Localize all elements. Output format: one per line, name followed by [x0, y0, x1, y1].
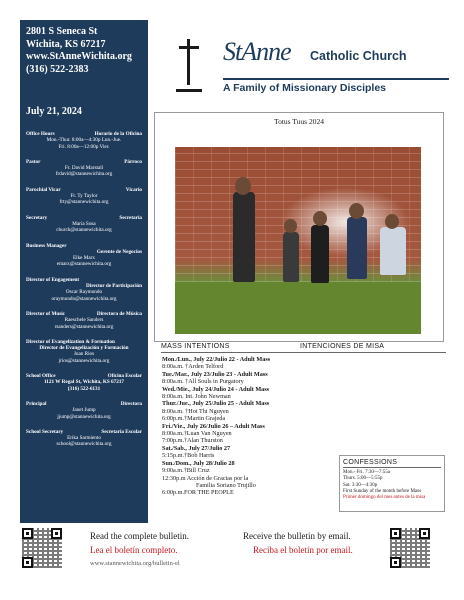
vicar-email[interactable]: frty@stannewichita.org	[59, 199, 109, 206]
principal-block: Principal Directora Janet Jump jjump@stannewichita.org	[26, 400, 142, 420]
pastor-block: Pastor Párroco Fr. David Marstall frdavid@stannewichita.org	[26, 158, 142, 178]
mass-intention-item: 9:00a.m.†Bill Cruz	[162, 467, 210, 475]
bulletin-url-link[interactable]: www.stannewichita.org/bulletin-el	[90, 560, 180, 567]
website-link[interactable]: www.StAnneWichita.org	[26, 51, 132, 62]
mass-day-heading: Mon./Lun., July 22/Julio 22 - Adult Mass	[162, 356, 271, 363]
business-manager-block: Business Manager Gerente de Negocios Elke Marx emarx@stannewichita.org	[26, 242, 142, 268]
vicar-block: Parochial Vicar Vicario Fr. Ty Taylor frty@stannewichita.org	[26, 186, 142, 206]
logo-st-anne: StAnne	[223, 37, 291, 66]
street-address: 2801 S Seneca St	[26, 26, 98, 37]
music-email[interactable]: rsanders@stannewichita.org	[54, 323, 114, 330]
evangelization-block: Director of Evangelization & Formation Director de Evangelización y Formación Juan Rios jrios@stannewichita.org	[26, 339, 142, 364]
mass-divider	[161, 352, 446, 353]
email-qr-code-icon[interactable]	[390, 528, 430, 568]
evangelization-email[interactable]: jrios@stannewichita.org	[58, 357, 110, 364]
school-secretary-email[interactable]: school@stannewichita.org	[56, 441, 112, 448]
logo-divider	[223, 78, 449, 80]
mass-intention-item: 5:15p.m.†Bob Harris	[162, 452, 215, 460]
sidebar	[20, 20, 148, 523]
pastor-email[interactable]: frdavid@stannewichita.org	[55, 171, 113, 178]
reciba-email-text: Reciba el boletín por email.	[253, 545, 353, 555]
mass-intention-item: 8:00a.m. †Hot Thi Nguyen	[162, 407, 229, 415]
tagline: A Family of Missionary Disciples	[223, 82, 386, 94]
secretary-block: Secretary Secretaria Maria Sosa church@stannewichita.org	[26, 214, 142, 234]
read-bulletin-text: Read the complete bulletin.	[90, 531, 189, 541]
intenciones-heading: INTENCIONES DE MISA	[300, 343, 385, 350]
mass-intention-item: 8:00a.m.†Luan Van Nguyen	[162, 430, 232, 438]
mass-intention-item: 8:00a.m. †All Souls in Purgatory	[162, 378, 244, 386]
feature-title: Totus Tuus 2024	[274, 117, 324, 126]
engagement-email[interactable]: oraymundo@stannewichita.org	[51, 295, 117, 302]
receive-email-text: Receive the bulletin by email.	[243, 531, 351, 541]
confessions-divider	[343, 467, 441, 468]
totus-tuus-photo	[175, 147, 421, 334]
mass-intention-item: Familia Soriano Trujillo	[196, 481, 256, 489]
mass-intention-item: 8:00a.m. †Arden Telford	[162, 363, 224, 371]
bulletin-date: July 21, 2024	[26, 106, 82, 117]
logo-catholic-church: Catholic Church	[310, 49, 407, 63]
city-state-zip: Wichita, KS 67217	[26, 38, 106, 50]
mass-intention-item: 12:30p.m Acción de Gracias por la	[162, 474, 249, 482]
bulletin-qr-code-icon[interactable]	[22, 528, 62, 568]
mass-intention-item: 6:00p.m.FOR THE PEOPLE	[162, 489, 234, 497]
confessions-schedule: Mon.- Fri. 7:30—7:55a Thurs. 5:00—5:55p Sat. 3:30—4:30p First Sunday of the month before Mass Primer domingo del mes antes de la misa	[343, 470, 426, 501]
phone-number: (316) 522-2383	[26, 63, 89, 75]
mass-intentions-list	[162, 356, 322, 497]
confessions-title: CONFESSIONS	[343, 459, 398, 466]
principal-email[interactable]: jjump@stannewichita.org	[57, 413, 111, 420]
mass-intention-item: 6:00p.m.†Martin Grajeda	[162, 415, 226, 423]
school-secretary-block: School Secretary Secretaria Escolar Erika Sarmiento school@stannewichita.org	[26, 428, 142, 448]
cross-logo-icon	[176, 37, 202, 89]
mass-day-heading: Thur./Jue., July 25/Julio 25 - Adult Mass	[162, 400, 270, 408]
lea-boletin-text: Lea el boletín completo.	[90, 545, 178, 555]
mass-intention-item: 8:00a.m. Int. John Newman	[162, 393, 231, 401]
mass-intention-item: 7:00p.m.†Alan Thurston	[162, 437, 223, 445]
business-manager-email[interactable]: emarx@stannewichita.org	[56, 261, 112, 268]
mass-day-heading: Fri./Vie., July 26/Julio 26 – Adult Mass	[162, 422, 265, 430]
mass-day-heading: Sun./Dom., July 28/Julio 28	[162, 459, 235, 467]
mass-day-heading: Tue./Mar., July 23/Julio 23 - Adult Mass	[162, 370, 268, 378]
mass-day-heading: Sat./Sab., July 27/Julio 27	[162, 444, 231, 452]
mass-day-heading: Wed./Mie., July 24/Julio 24 - Adult Mass	[162, 385, 270, 393]
mass-intentions-heading: MASS INTENTIONS	[161, 343, 230, 350]
office-hours: Office Hours Horario de la Oficina Mon.-Thur. 8:00a—4:30p Lun.-Jue. Fri. 8:00a—12:00p Vier.	[26, 131, 142, 150]
music-block: Director of Music Directora de Música Raeschele Sanders rsanders@stannewichita.org	[26, 310, 142, 330]
parish-address	[26, 26, 142, 76]
engagement-block: Director of Engagement Director de Participación Oscar Raymundo oraymundo@stannewichita.org	[26, 276, 142, 302]
school-office-block: School Office Oficina Escolar 1121 W Regal St, Wichita, KS 67217 (316) 522-6131	[26, 373, 142, 392]
secretary-email[interactable]: church@stannewichita.org	[56, 227, 112, 234]
